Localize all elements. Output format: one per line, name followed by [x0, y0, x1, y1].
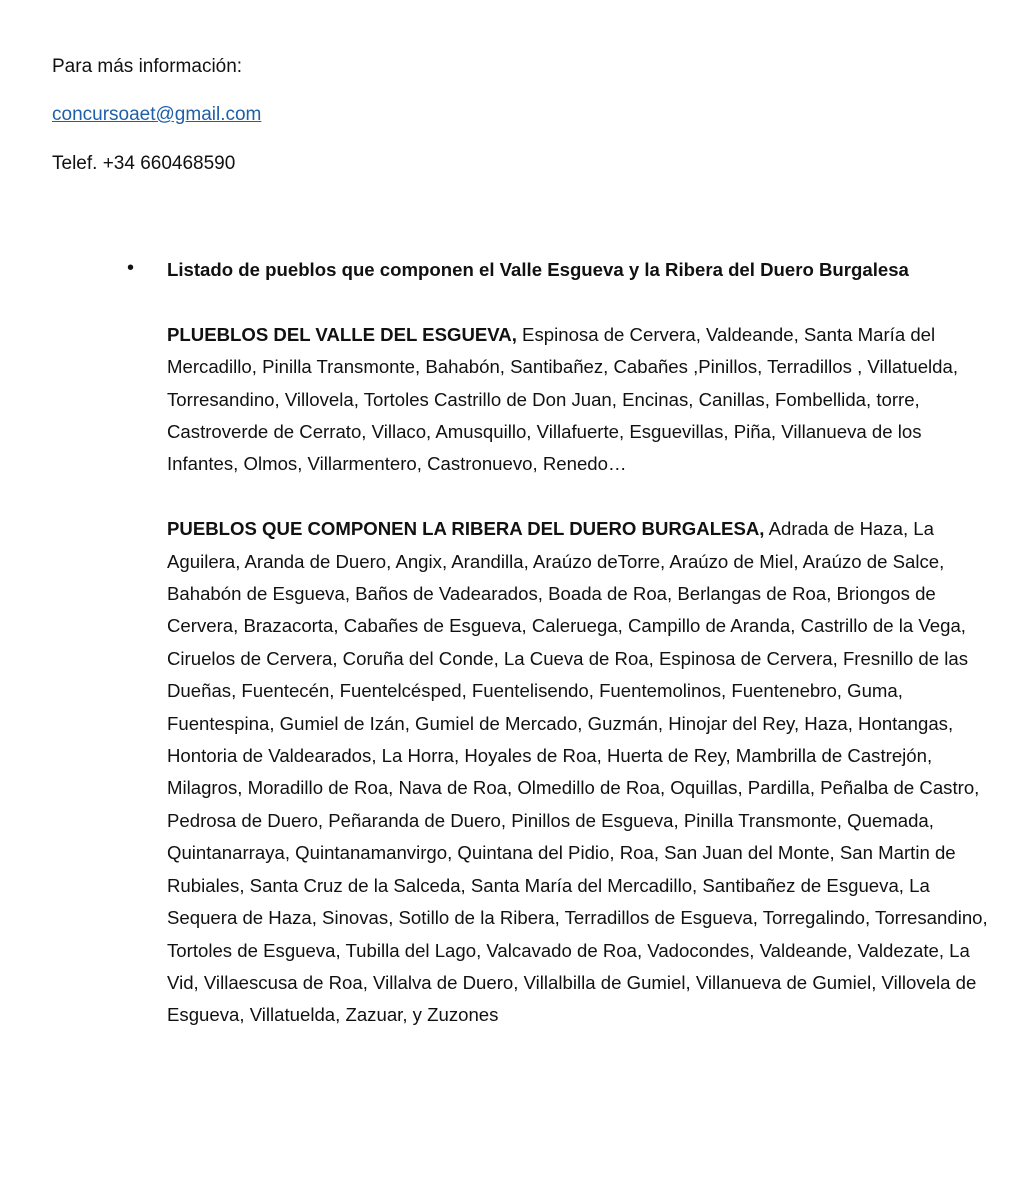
list-bullet: •	[127, 257, 135, 279]
ribera-towns: Adrada de Haza, La Aguilera, Aranda de Duero, Angix, Arandilla, Araúzo deTorre, Araúzo de Miel, Araúzo de Salce, Bahabón de Esgueva, Baños de Vadearados, Boada de Roa, Berlangas de Roa, Briongos de Cervera, Brazacorta, Cabañes de Esgueva, Caleruega, Campillo de Aranda, Castrillo de la Vega, Ciruelos de Cervera, Coruña del Conde, La Cueva de Roa, Espinosa de Cervera, Fresnillo de las Dueñas, Fuentecén, Fuentelcésped, Fuentelisendo, Fuentemolinos, Fuentenebro, Guma, Fuentespina, Gumiel de Izán, Gumiel de Mercado, Guzmán, Hinojar del Rey, Haza, Hontangas, Hontoria de Valdearados, La Horra, Hoyales de Roa, Huerta de Rey, Mambrilla de Castrejón, Milagros, Moradillo de Roa, Nava de Roa, Olmedillo de Roa, Oquillas, Pardilla, Peñalba de Castro, Pedrosa de Duero, Peñaranda de Duero, Pinillos de Esgueva, Pinilla Transmonte, Quemada, Quintanarraya, Quintanamanvirgo, Quintana del Pidio, Roa, San Juan del Monte, San Martin de Rubiales, Santa Cruz de la Salceda, Santa María del Mercadillo, Santibañez de Esgueva, La Sequera de Haza, Sinovas, Sotillo de la Ribera, Terradillos de Esgueva, Torregalindo, Torresandino, Tortoles de Esgueva, Tubilla del Lago, Valcavado de Roa, Vadocondes, Valdeande, Valdezate, La Vid, Villaescusa de Roa, Villalva de Duero, Villalbilla de Gumiel, Villanueva de Gumiel, Villovela de Esgueva, Villatuelda, Zazuar, y Zuzones	[167, 518, 988, 1026]
ribera-title: PUEBLOS QUE COMPONEN LA RIBERA DEL DUERO BURGALESA,	[167, 518, 765, 540]
valle-paragraph	[167, 319, 997, 481]
towns-section	[167, 254, 997, 1032]
valle-towns: Espinosa de Cervera, Valdeande, Santa María del Mercadillo, Pinilla Transmonte, Bahabón, Santibañez, Cabañes ,Pinillos, Terradillos , Villatuelda, Torresandino, Villovela, Tortoles Castrillo de Don Juan, Encinas, Canillas, Fombellida, torre, Castroverde de Cerrato, Villaco, Amusquillo, Villafuerte, Esguevillas, Piña, Villanueva de los Infantes, Olmos, Villarmentero, Castronuevo, Renedo…	[167, 323, 959, 475]
ribera-paragraph	[167, 513, 997, 1032]
phone-number: Telef. +34 660468590	[52, 153, 236, 174]
email-link[interactable]: concursoaet@gmail.com	[52, 104, 262, 125]
contact-label: Para más información:	[52, 56, 243, 77]
valle-title: PLUEBLOS DEL VALLE DEL ESGUEVA,	[167, 323, 517, 345]
section-heading: Listado de pueblos que componen el Valle Esgueva y la Ribera del Duero Burgalesa	[167, 259, 909, 280]
